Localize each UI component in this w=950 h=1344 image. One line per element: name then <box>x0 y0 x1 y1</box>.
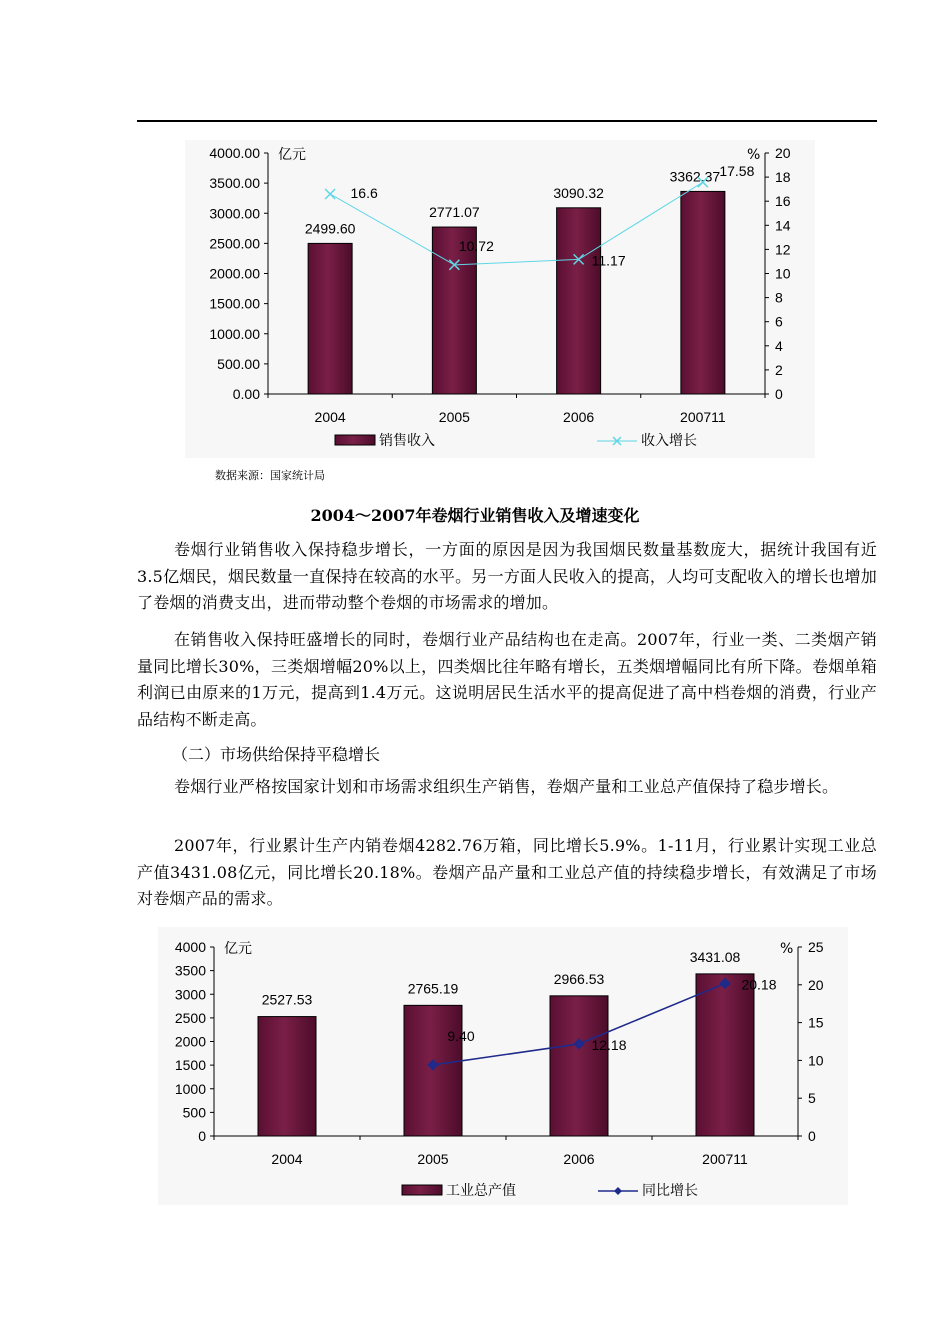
line-data-label: 20.18 <box>741 976 777 993</box>
x-tick-label: 2006 <box>563 409 595 425</box>
x-tick-label: 200711 <box>680 409 726 425</box>
legend-label-line: 收入增长 <box>641 433 697 449</box>
y-right-tick-label: 18 <box>775 169 791 186</box>
line-marker-x <box>325 189 335 199</box>
industrial-output-chart <box>158 927 848 1205</box>
y-right-tick-label: 15 <box>808 1014 824 1031</box>
y-right-tick-label: 4 <box>775 337 783 354</box>
line-data-label: 12.18 <box>591 1036 627 1053</box>
paragraph-3: 卷烟行业严格按国家计划和市场需求组织生产销售，卷烟产量和工业总产值保持了稳步增长。 <box>174 777 839 796</box>
line-data-label: 9.40 <box>447 1027 475 1044</box>
legend-label-bar: 销售收入 <box>379 433 435 449</box>
y-left-tick-label: 500 <box>182 1104 206 1121</box>
y-right-tick-label: 8 <box>775 289 783 306</box>
y-left-tick-label: 1000.00 <box>209 325 260 342</box>
bar-data-label: 2966.53 <box>553 970 605 987</box>
y-left-tick-label: 1500.00 <box>209 295 260 312</box>
y-left-tick-label: 500.00 <box>217 355 260 372</box>
line-data-label: 11.17 <box>591 252 626 269</box>
bar-data-label: 3431.08 <box>689 948 741 965</box>
bar <box>557 208 601 394</box>
y-right-tick-label: 0 <box>775 386 783 402</box>
y-right-tick-label: 0 <box>808 1128 816 1144</box>
y-left-tick-label: 2000.00 <box>209 265 260 282</box>
bar-data-label: 2527.53 <box>261 991 313 1008</box>
x-tick-label: 2004 <box>314 409 346 425</box>
industrial-output-chart-svg <box>158 927 848 1205</box>
y-left-tick-label: 3000 <box>174 986 206 1003</box>
bar <box>696 974 754 1136</box>
paragraph-1: 卷烟行业销售收入保持稳步增长，一方面的原因是因为我国烟民数量基数庞大，据统计我国有近3.5亿烟民，烟民数量一直保持在较高的水平。另一方面人民收入的提高，人均可支配收入的增长也增加了卷烟的消费支出，进而带动整个卷烟的市场需求的增加。 <box>137 540 877 612</box>
y-right-tick-label: 12 <box>775 241 791 258</box>
y-left-unit: 亿元 <box>278 147 306 163</box>
section-heading: （二）市场供给保持平稳增长 <box>172 745 381 764</box>
figure-caption: 2004～2007年卷烟行业销售收入及增速变化 <box>310 506 640 525</box>
y-left-tick-label: 3500 <box>174 962 206 979</box>
paragraph-2: 在销售收入保持旺盛增长的同时，卷烟行业产品结构也在走高。2007年，行业一类、二类烟产销量同比增长30%，三类烟增幅20%以上，四类烟比往年略有增长，五类烟增幅同比有所下降。卷烟单箱利润已由原来的1万元，提高到1.4万元。这说明居民生活水平的提高促进了高中档卷烟的消费，行业产品结构不断走高。 <box>137 630 877 729</box>
y-right-tick-label: 2 <box>775 361 783 378</box>
y-left-tick-label: 1000 <box>174 1080 206 1097</box>
line-data-label: 10.72 <box>458 237 494 254</box>
x-tick-label: 2005 <box>438 409 470 425</box>
x-tick-label: 2005 <box>417 1151 449 1167</box>
sales-revenue-chart-svg <box>185 140 815 458</box>
x-tick-label: 2004 <box>271 1151 303 1167</box>
y-right-unit: % <box>780 941 794 957</box>
growth-line <box>330 182 703 265</box>
y-right-tick-label: 20 <box>775 145 791 161</box>
y-right-tick-label: 16 <box>775 193 791 210</box>
source-note: 数据来源：国家统计局 <box>215 469 325 482</box>
x-tick-label: 200711 <box>702 1151 748 1167</box>
bar-data-label: 2771.07 <box>429 204 480 221</box>
y-left-tick-label: 3000.00 <box>209 205 260 222</box>
paragraph-4: 2007年，行业累计生产内销卷烟4282.76万箱，同比增长5.9%。1-11月，行业累计实现工业总产值3431.08亿元，同比增长20.18%。卷烟产品产量和工业总产值的持续稳步增长，有效满足了市场对卷烟产品的需求。 <box>137 836 877 908</box>
y-left-tick-label: 0 <box>198 1128 206 1144</box>
y-right-tick-label: 10 <box>808 1052 824 1069</box>
bar <box>404 1005 462 1136</box>
y-right-tick-label: 5 <box>808 1090 816 1107</box>
legend-swatch-bar <box>335 435 375 445</box>
y-left-tick-label: 4000 <box>174 939 206 955</box>
y-right-tick-label: 25 <box>808 939 824 955</box>
y-right-unit: % <box>747 147 761 163</box>
y-right-tick-label: 14 <box>775 217 791 234</box>
y-left-tick-label: 2000 <box>174 1033 206 1050</box>
line-data-label: 17.58 <box>719 163 755 180</box>
y-left-tick-label: 0.00 <box>232 386 260 402</box>
bar <box>258 1017 316 1136</box>
sales-revenue-chart <box>185 140 815 458</box>
bar <box>681 191 725 394</box>
bar-data-label: 2499.60 <box>304 220 356 237</box>
y-left-tick-label: 1500 <box>174 1057 206 1074</box>
y-left-tick-label: 2500 <box>174 1009 206 1026</box>
y-right-tick-label: 20 <box>808 976 824 993</box>
legend-label-line: 同比增长 <box>642 1183 698 1199</box>
y-left-tick-label: 3500.00 <box>209 175 260 192</box>
y-left-tick-label: 4000.00 <box>209 145 260 161</box>
header-rule <box>137 120 877 122</box>
bar-data-label: 3090.32 <box>553 184 604 201</box>
bar-data-label: 2765.19 <box>407 980 459 997</box>
y-right-tick-label: 6 <box>775 313 783 330</box>
legend-label-bar: 工业总产值 <box>446 1183 516 1199</box>
line-data-label: 16.6 <box>350 184 378 201</box>
legend-swatch-bar <box>402 1185 442 1195</box>
x-tick-label: 2006 <box>563 1151 595 1167</box>
bar <box>308 243 352 394</box>
legend-marker-diamond <box>614 1187 622 1195</box>
y-left-tick-label: 2500.00 <box>209 235 260 252</box>
y-right-tick-label: 10 <box>775 265 791 282</box>
y-left-unit: 亿元 <box>224 941 252 957</box>
bar-data-label: 3362.37 <box>669 168 721 185</box>
bar <box>550 996 608 1136</box>
